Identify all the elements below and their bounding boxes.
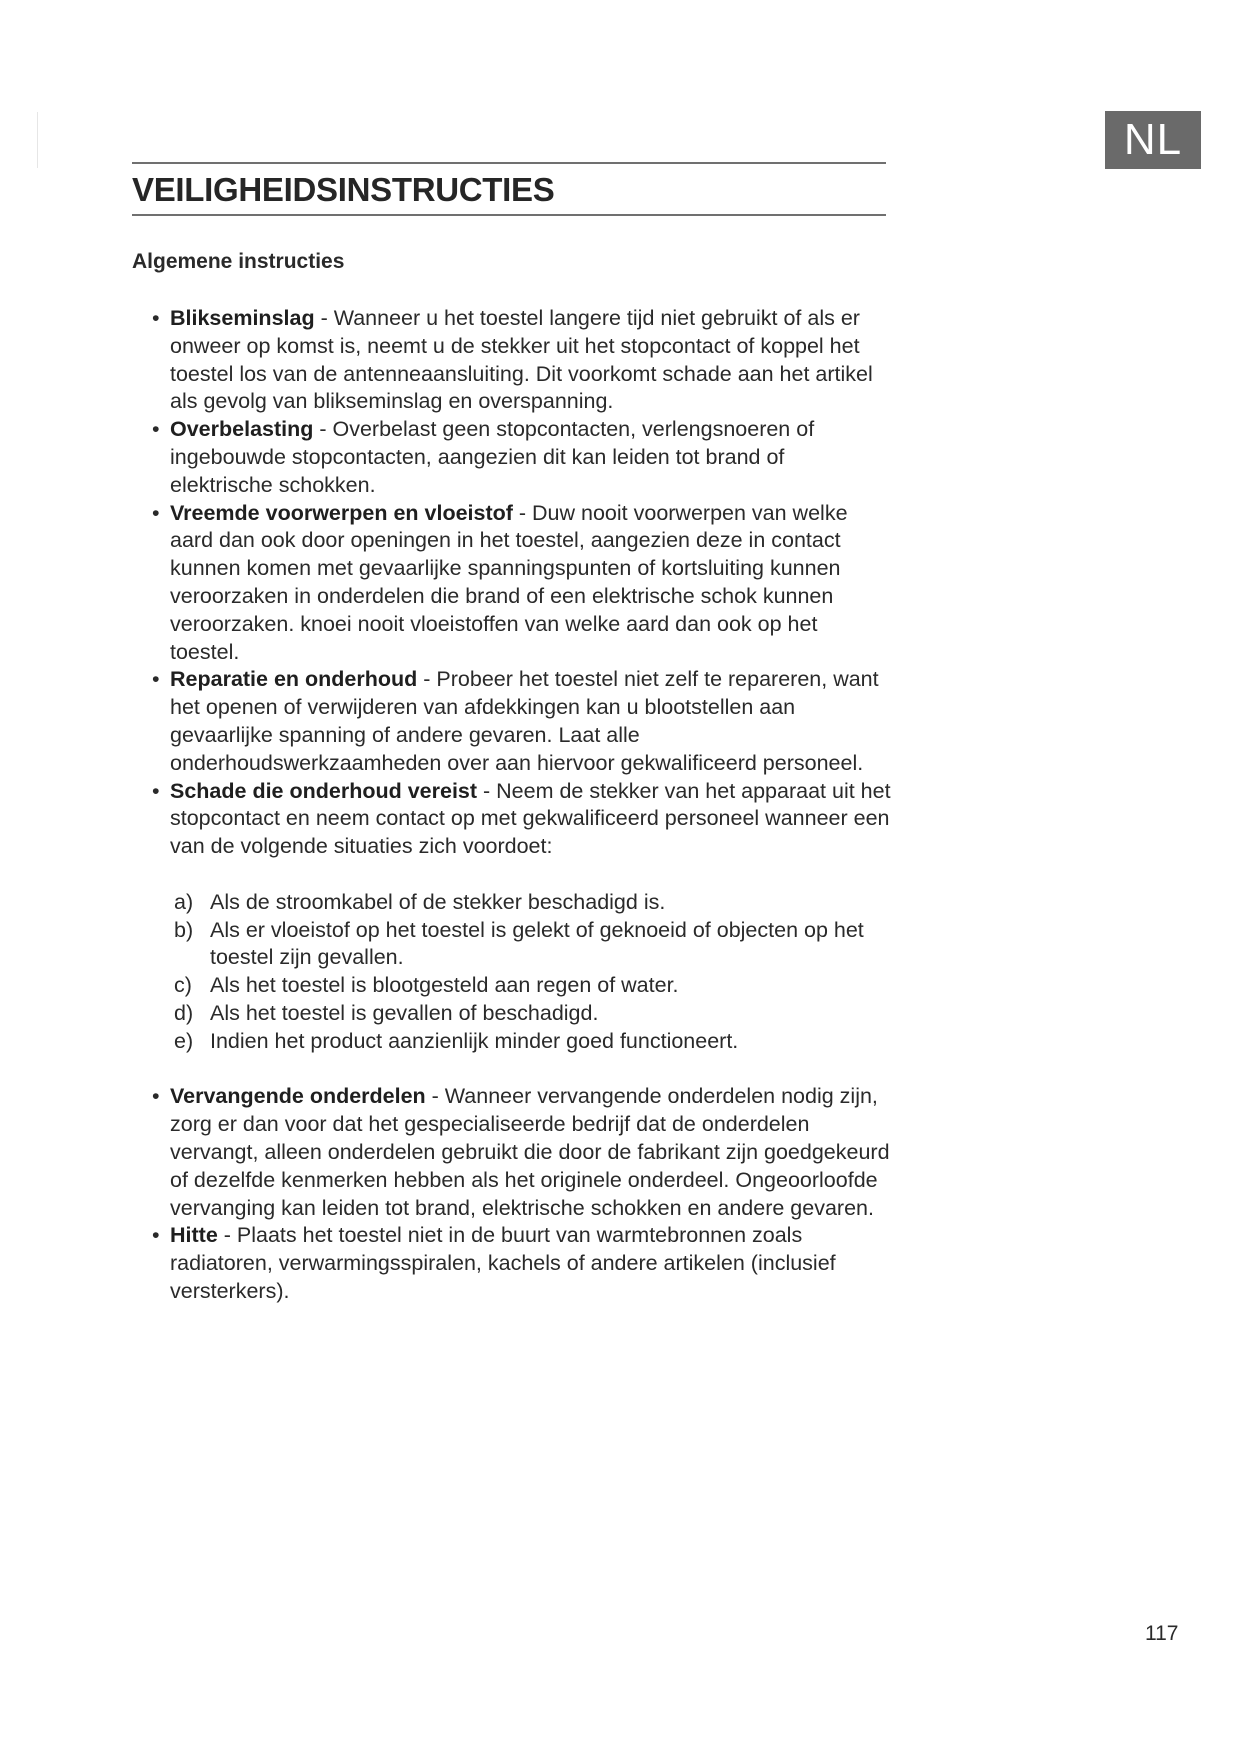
item-text: - Wanneer vervangende onderdelen nodig zijn, zorg er dan voor dat het gespecialiseerde bedrijf dat de onderdelen vervangt, alleen onderdelen gebruikt die door de fabrikant zijn goedgekeurd of dezelfde kenmerken hebben als het originele onderdeel. Ongeoorloofde vervanging kan leiden tot brand, elektrische schokken en andere gevaren. (170, 1084, 890, 1220)
item-term: Overbelasting (170, 417, 314, 442)
item-text: - Duw nooit voorwerpen van welke aard dan ook door openingen in het toestel, aangezien deze in contact kunnen komen met gevaarlijke spanningspunten of kortsluiting kunnen veroorzaken in onderdelen die brand of een elektrische schok kunnen veroorzaken. knoei nooit vloeistoffen van welke aard dan ook op het toestel. (170, 500, 848, 664)
page-number: 117 (1145, 1622, 1179, 1645)
edge-mark (37, 112, 38, 168)
instructions-content (132, 305, 892, 1306)
item-term: Schade die onderhoud vereist (170, 778, 478, 803)
item-term: Vreemde voorwerpen en vloeistof (170, 500, 513, 525)
item-term: Vervangende onderdelen (170, 1084, 426, 1109)
condition-item (132, 889, 892, 917)
page-title: VEILIGHEIDSINSTRUCTIES (132, 171, 555, 208)
list-item (132, 778, 892, 861)
title-rule-top (132, 162, 886, 164)
item-term: Hitte (170, 1223, 218, 1248)
condition-text: Als het toestel is blootgesteld aan regen of water. (210, 973, 679, 998)
condition-item (132, 1028, 892, 1056)
condition-marker: c) (174, 973, 192, 998)
item-text: - Overbelast geen stopcontacten, verlengsnoeren of ingebouwde stopcontacten, aangezien dit kan leiden tot brand of elektrische schokken. (170, 417, 815, 497)
instructions-list-continued (132, 1083, 892, 1305)
instructions-list (132, 305, 892, 861)
condition-text: Indien het product aanzienlijk minder goed functioneert. (210, 1028, 739, 1053)
list-item (132, 305, 892, 416)
bullet-icon: • (152, 1223, 160, 1248)
bullet-icon: • (152, 306, 160, 330)
item-text: - Probeer het toestel niet zelf te repareren, want het openen of verwijderen van afdekkingen kan u blootstellen aan gevaarlijke spanning of andere gevaren. Laat alle onderhoudswerkzaamheden over aan hiervoor gekwalificeerd personeel. (170, 667, 879, 775)
bullet-icon: • (152, 778, 160, 803)
condition-text: Als er vloeistof op het toestel is gelekt of geknoeid of objecten op het toestel zijn gevallen. (210, 917, 864, 970)
list-item (132, 416, 892, 499)
condition-item (132, 1000, 892, 1028)
bullet-icon: • (152, 500, 160, 525)
condition-marker: b) (174, 917, 194, 942)
condition-item (132, 972, 892, 1000)
condition-marker: e) (174, 1028, 194, 1053)
conditions-list (132, 889, 892, 1056)
bullet-icon: • (152, 1084, 160, 1109)
item-term: Blikseminslag (170, 306, 315, 330)
list-item (132, 1222, 892, 1305)
bullet-icon: • (152, 417, 160, 442)
condition-item (132, 917, 892, 973)
item-term: Reparatie en onderhoud (170, 667, 418, 692)
list-item (132, 500, 892, 667)
condition-marker: a) (174, 889, 194, 914)
item-text: - Wanneer u het toestel langere tijd niet gebruikt of als er onweer op komst is, neemt u de stekker uit het stopcontact of koppel het toestel los van de antenneaansluiting. Dit voorkomt schade aan het artikel als gevolg van blikseminslag en overspanning. (170, 306, 873, 414)
section-heading: Algemene instructies (132, 250, 345, 273)
title-rule-bottom (132, 214, 886, 216)
bullet-icon: • (152, 667, 160, 692)
language-badge: NL (1105, 111, 1201, 169)
condition-text: Als het toestel is gevallen of beschadigd. (210, 1000, 599, 1025)
condition-marker: d) (174, 1000, 194, 1025)
item-text: - Plaats het toestel niet in de buurt van warmtebronnen zoals radiatoren, verwarmingsspiralen, kachels of andere artikelen (inclusief versterkers). (170, 1223, 836, 1303)
condition-text: Als de stroomkabel of de stekker beschadigd is. (210, 889, 666, 914)
item-text: - Neem de stekker van het apparaat uit het stopcontact en neem contact op met gekwalificeerd personeel wanneer een van de volgende situaties zich voordoet: (170, 778, 891, 859)
list-item (132, 666, 892, 777)
list-item (132, 1083, 892, 1222)
